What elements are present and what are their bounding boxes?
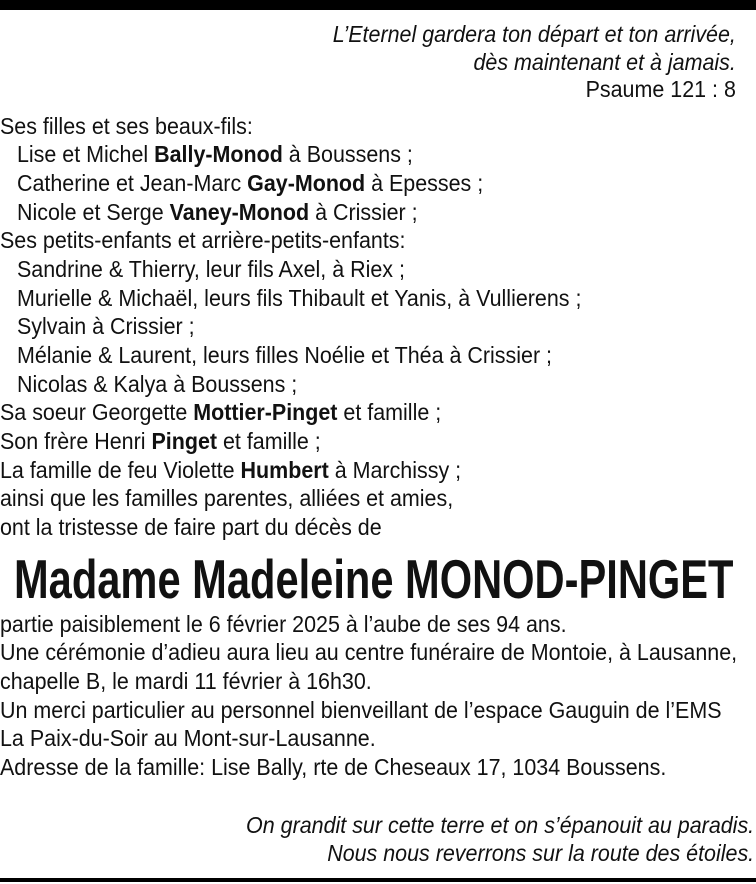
entry-text: à Epesses ; [365, 170, 484, 196]
grandchildren-entry: Mélanie & Laurent, leurs filles Noélie et Théa à Crissier ; [16, 341, 553, 368]
family-address: Adresse de la famille: Lise Bally, rte de Cheseaux 17, 1034 Boussens. [0, 753, 667, 780]
family-list [0, 112, 581, 542]
entry-text: à Marchissy ; [328, 456, 462, 483]
entry-text: et famille ; [217, 427, 321, 454]
entry-surname: Bally-Monod [154, 141, 283, 168]
closing-quote [246, 811, 754, 868]
daughter-entry [0, 169, 581, 198]
detail-line: partie paisiblement le 6 février 2025 à l’aube de ses 94 ans. [0, 610, 567, 637]
grandchildren-entry: Nicolas & Kalya à Boussens ; [16, 370, 298, 397]
epigraph-line: dès maintenant et à jamais. [473, 48, 736, 75]
bottom-rule [0, 878, 756, 882]
deceased-name: Madame Madeleine MONOD-PINGET [14, 547, 734, 610]
relative-entry [0, 427, 581, 456]
entry-surname: Gay-Monod [247, 170, 366, 196]
daughters-heading: Ses filles et ses beaux-fils: [0, 112, 253, 139]
entry-surname: Mottier-Pinget [193, 399, 338, 426]
detail-line: Un merci particulier au personnel bienveillant de l’espace Gauguin de l’EMS [0, 696, 722, 723]
closing-quote-line: On grandit sur cette terre et on s’épanouit au paradis. [246, 811, 755, 838]
entry-text: La famille de feu Violette [0, 456, 241, 483]
entry-text: Catherine et Jean-Marc [16, 170, 248, 196]
relative-entry [0, 398, 581, 427]
entry-text: Sa soeur Georgette [0, 399, 194, 426]
grandchildren-entry: Sylvain à Crissier ; [16, 313, 195, 340]
relative-entry [0, 456, 581, 485]
entry-surname: Vaney-Monod [169, 198, 310, 225]
grandchildren-entry: Sandrine & Thierry, leur fils Axel, à Riex ; [16, 255, 405, 282]
announcement-line: ont la tristesse de faire part du décès de [0, 513, 382, 540]
ceremony-details [0, 610, 737, 782]
entry-text: Nicole et Serge [16, 198, 170, 225]
detail-line: Une cérémonie d’adieu aura lieu au centre funéraire de Montoie, à Lausanne, [0, 639, 738, 666]
entry-text: Son frère Henri [0, 427, 152, 454]
entry-surname: Humbert [240, 456, 329, 483]
detail-line: La Paix-du-Soir au Mont-sur-Lausanne. [0, 725, 376, 752]
daughter-entry [0, 140, 581, 169]
entry-text: et famille ; [337, 399, 442, 426]
epigraph-reference: Psaume 121 : 8 [585, 76, 736, 103]
entry-text: à Crissier ; [309, 198, 418, 225]
grandchildren-heading: Ses petits-enfants et arrière-petits-enfants: [0, 227, 406, 254]
entry-text: à Boussens ; [282, 141, 413, 168]
closing-quote-line: Nous nous reverrons sur la route des étoiles. [327, 840, 755, 867]
grandchildren-entry: Murielle & Michaël, leurs fils Thibault et Yanis, à Vullierens ; [16, 284, 582, 311]
daughter-entry [0, 198, 581, 227]
epigraph [333, 21, 736, 104]
entry-surname: Pinget [151, 427, 218, 454]
entry-text: Lise et Michel [16, 141, 155, 168]
epigraph-line: L’Eternel gardera ton départ et ton arrivée, [332, 21, 736, 48]
detail-line: chapelle B, le mardi 11 février à 16h30. [0, 668, 372, 694]
announcement-line: ainsi que les familles parentes, alliées et amies, [0, 485, 454, 512]
